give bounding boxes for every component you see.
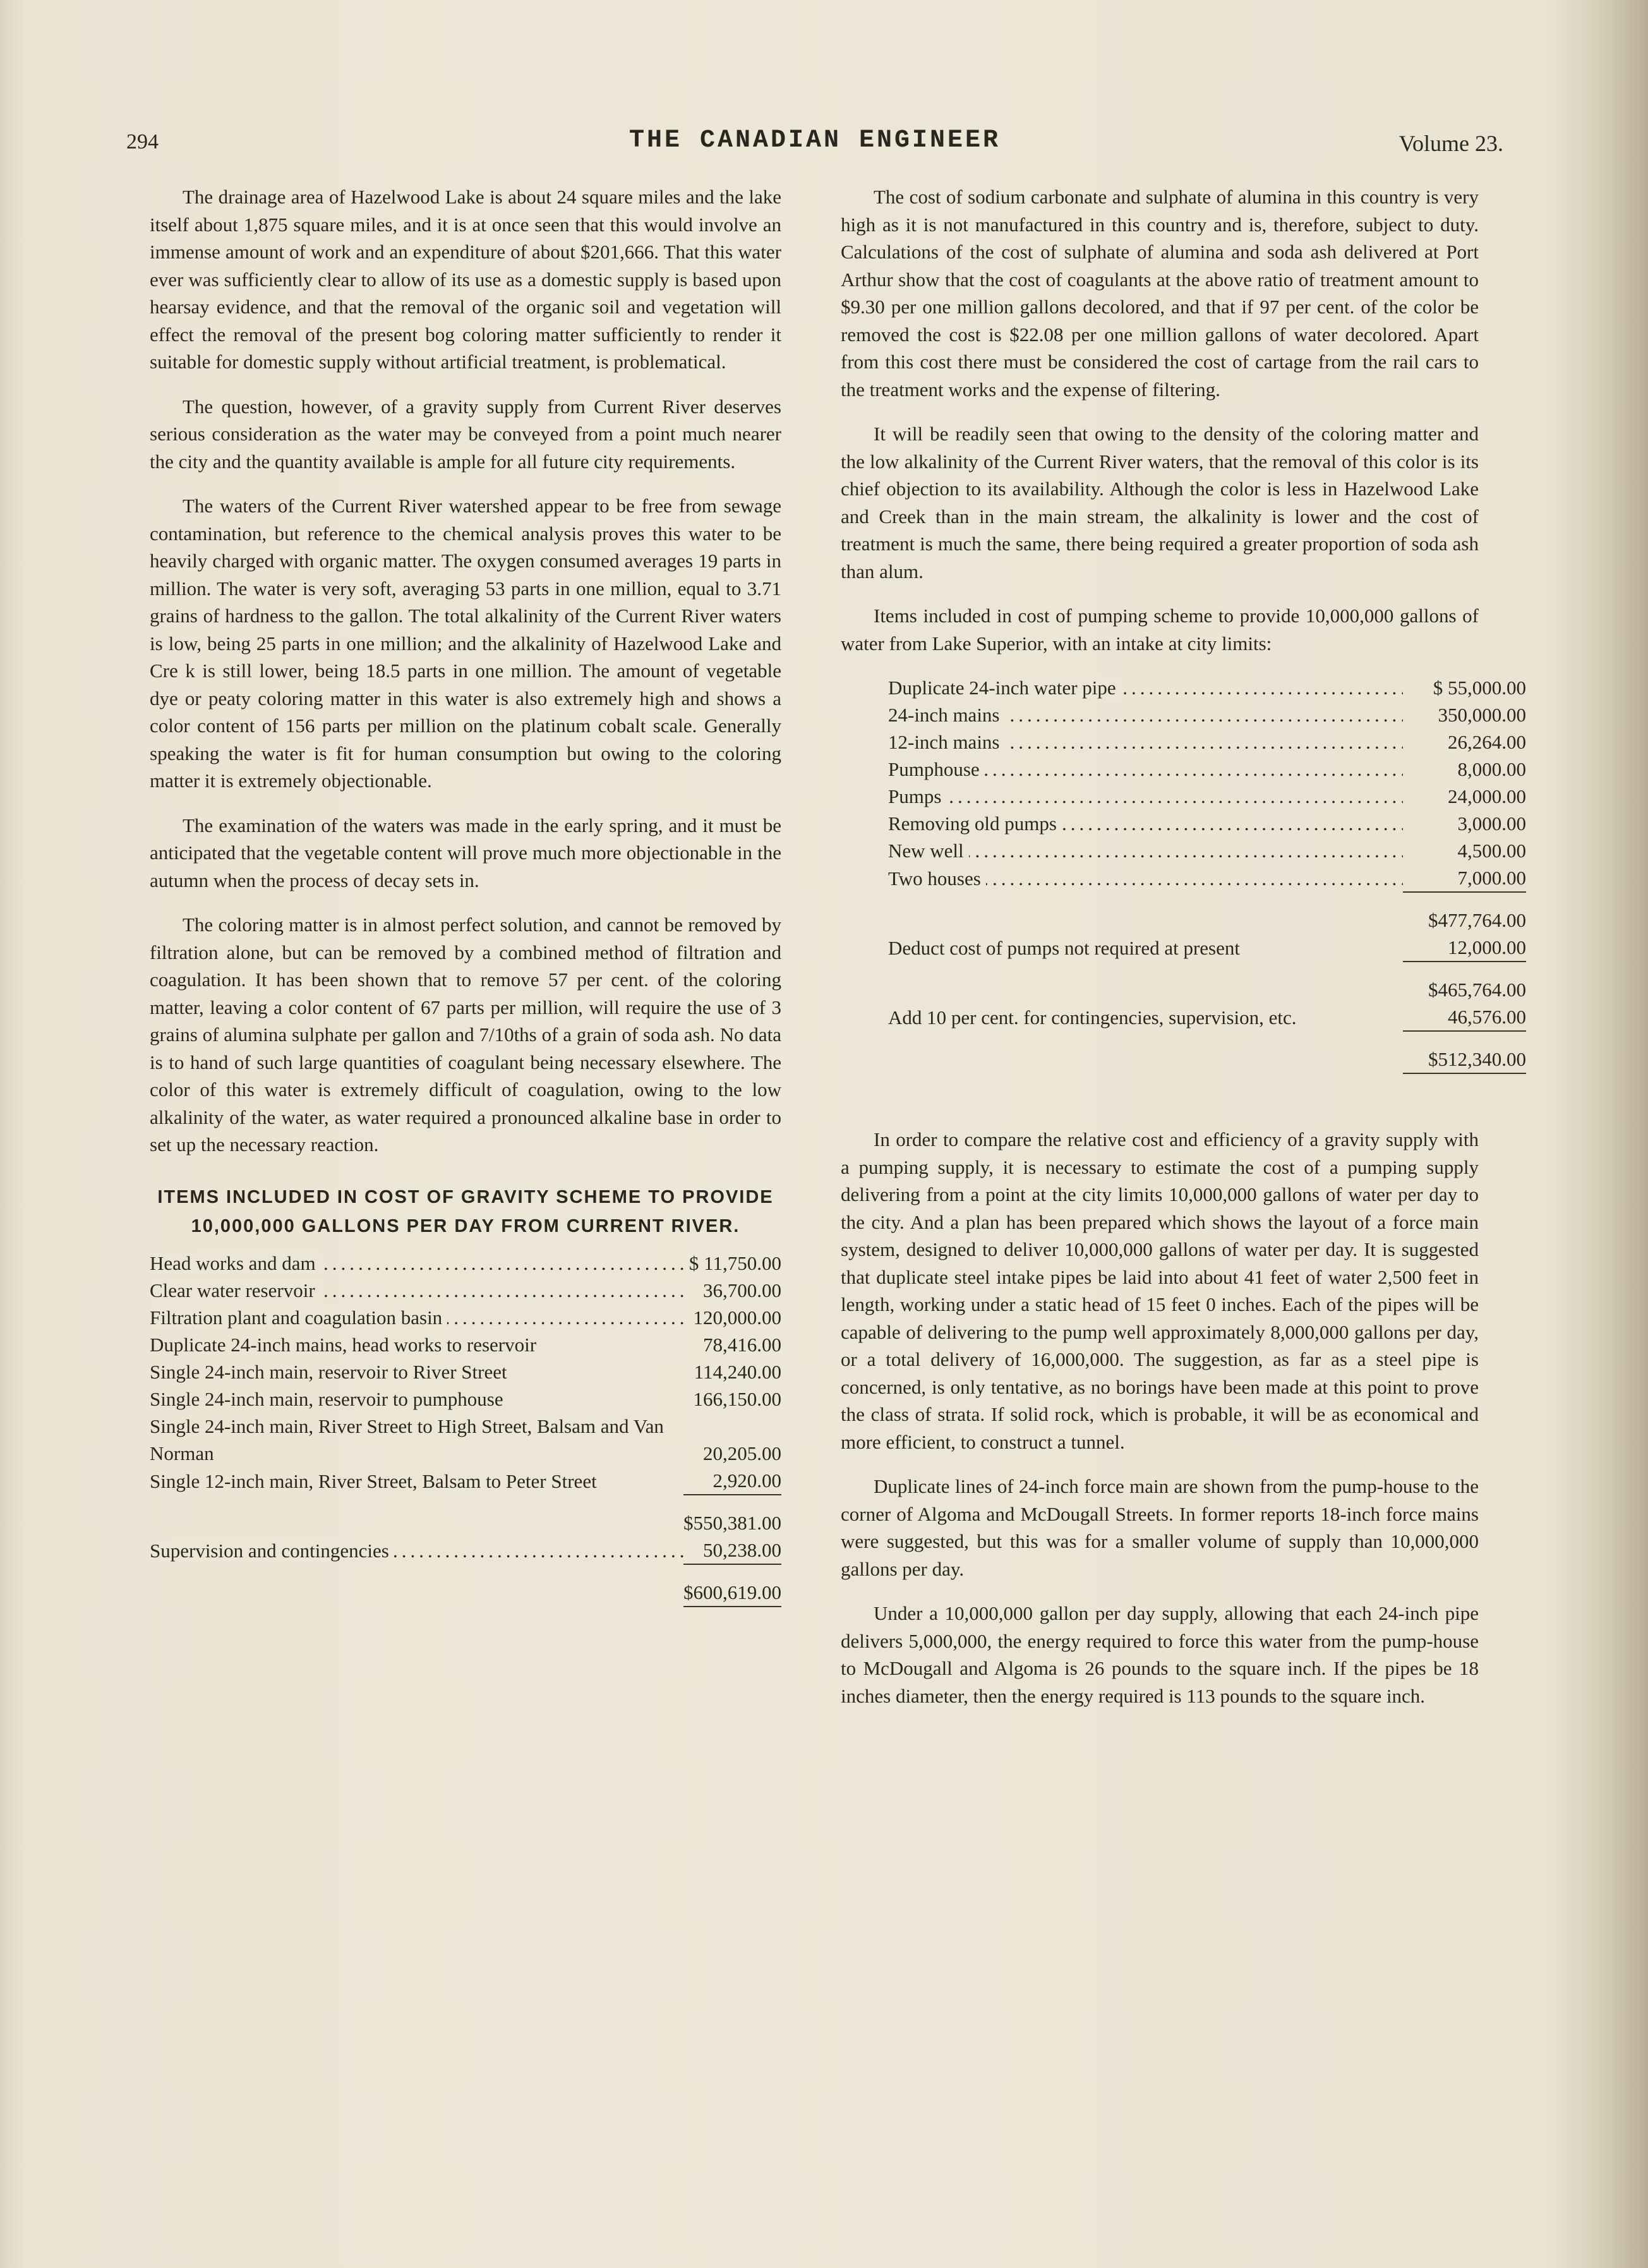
table-row <box>150 1385 781 1413</box>
total-row <box>888 1046 1526 1073</box>
gravity-scheme-heading: ITEMS INCLUDED IN COST OF GRAVITY SCHEME TO PROVIDE 10,000,000 GALLONS PER DAY FROM CURRENT RIVER. <box>157 1186 774 1236</box>
item-label: Clear water reservoir <box>150 1279 320 1301</box>
item-amount: $ 11,750.00 <box>689 1252 781 1274</box>
subtotal-row <box>888 976 1526 1003</box>
item-label: Deduct cost of pumps not required at present <box>888 937 1240 959</box>
item-label: Single 24-inch main, River Street to High Street, Balsam and Van Norman <box>150 1414 664 1464</box>
item-amount: 36,700.00 <box>703 1279 781 1301</box>
item-label: Single 24-inch main, reservoir to River Street <box>150 1360 507 1383</box>
page-header <box>126 126 1503 164</box>
table-row <box>150 1358 781 1385</box>
item-amount: 2,920.00 <box>713 1469 781 1492</box>
table-row <box>888 934 1526 962</box>
table-row <box>888 837 1526 864</box>
paragraph: Duplicate lines of 24-inch force main are shown from the pump-house to the corner of Algoma and McDougall Streets. In former reports 18-inch force mains were suggested, but this was for a smaller volume of supply than 10,000,000 gallons per day. <box>841 1475 1479 1580</box>
item-amount: 20,205.00 <box>703 1442 781 1464</box>
item-label: Single 12-inch main, River Street, Balsam to Peter Street <box>150 1469 597 1492</box>
after-deduct-subtotal: $465,764.00 <box>1428 979 1526 1001</box>
item-amount: 50,238.00 <box>703 1538 781 1561</box>
paragraph: The waters of the Current River watershed appear to be free from sewage contamination, but reference to the chemical analysis proves this water to be heavily charged with organic matter. The oxygen consumed averages 19 parts in million. The water is very soft, averaging 53 parts in one million, equal to 3.71 grains of hardness to the gallon. The total alkalinity of the Current River waters is low, being 25 parts in one million; and the alkalinity of Hazelwood Lake and Cre k is still lower, being 18.5 parts in one million. The amount of vegetable dye or peaty coloring matter in this water is also extremely high and shows a color content of 156 parts per million on the platinum cobalt scale. Generally speaking the water is fit for human consumption but owing to the coloring matter it is extremely objectionable. <box>150 495 781 792</box>
table-row <box>150 1277 781 1304</box>
table-row <box>150 1536 781 1564</box>
paragraph: The examination of the waters was made in the early spring, and it must be anticipated that the vegetable content will prove much more objectionable in the autumn when the process of decay sets in. <box>150 814 781 891</box>
table-row <box>150 1467 781 1495</box>
subtotal-row <box>150 1509 781 1536</box>
item-label: Two houses <box>888 867 986 890</box>
journal-title: THE CANADIAN ENGINEER <box>629 126 1001 155</box>
item-label: New well <box>888 840 969 862</box>
table-row <box>888 783 1526 810</box>
table-row <box>150 1250 781 1277</box>
paragraph: Items included in cost of pumping scheme to provide 10,000,000 gallons of water from Lake Superior, with an intake at city limits: <box>841 605 1479 654</box>
item-label: Head works and dam <box>150 1252 321 1274</box>
item-label: Supervision and contingencies <box>150 1540 394 1562</box>
gravity-subtotal: $550,381.00 <box>683 1511 781 1534</box>
subtotal-row <box>888 907 1526 934</box>
item-amount: 7,000.00 <box>1457 867 1526 889</box>
table-row <box>150 1304 781 1331</box>
item-amount: 166,150.00 <box>693 1387 781 1410</box>
item-label: 12-inch mains <box>888 731 1005 753</box>
table-row <box>150 1331 781 1358</box>
item-label: Pumps <box>888 785 946 807</box>
total-row <box>150 1579 781 1607</box>
left-column <box>150 183 781 1621</box>
item-amount: 24,000.00 <box>1448 785 1526 807</box>
item-label: Single 24-inch main, reservoir to pumphouse <box>150 1387 503 1410</box>
pumping-cost-table <box>888 674 1526 1088</box>
item-label: Removing old pumps <box>888 812 1062 835</box>
item-label: Duplicate 24-inch mains, head works to reservoir <box>150 1333 537 1356</box>
table-row <box>888 756 1526 783</box>
item-label: Add 10 per cent. for contingencies, supervision, etc. <box>888 1006 1297 1028</box>
item-amount: 26,264.00 <box>1448 731 1526 753</box>
volume-label: Volume 23. <box>1398 131 1503 156</box>
paragraph: The drainage area of Hazelwood Lake is about 24 square miles and the lake itself about 1,875 square miles, and it is at once seen that this would involve an immense amount of work and an expenditure of about $201,666. That this water ever was sufficiently clear to allow of its use as a domestic supply is based upon hearsay evidence, and that the removal of the organic soil and vegetation will effect the removal of the present bog coloring matter sufficiently to render it suitable for domestic supply without artificial treatment, is problematical. <box>150 186 781 373</box>
item-amount: $ 55,000.00 <box>1433 677 1526 699</box>
table-row <box>888 1003 1526 1031</box>
table-row <box>888 701 1526 728</box>
item-amount: 3,000.00 <box>1457 812 1526 835</box>
paragraph: Under a 10,000,000 gallon per day supply, allowing that each 24-inch pipe delivers 5,000,000, the energy required to force this water from the pump-house to McDougall and Algoma is 26 pounds to the square inch. If the pipes be 18 inches diameter, then the energy required is 113 pounds to the square inch. <box>841 1602 1479 1707</box>
page-number: 294 <box>126 130 159 154</box>
gravity-cost-table <box>150 1250 781 1621</box>
right-column <box>841 183 1526 1727</box>
item-label: Filtration plant and coagulation basin <box>150 1306 447 1329</box>
paragraph: It will be readily seen that owing to the density of the coloring matter and the low alkalinity of the Current River waters, that the removal of this color is its chief objection to its availability. Although the color is less in Hazelwood Lake and Creek than in the main stream, the alkalinity is lower and the cost of treatment is much the same, there being required a greater proportion of soda ash than alum. <box>841 423 1479 582</box>
paragraph: The cost of sodium carbonate and sulphate of alumina in this country is very high as it is not manufactured in this country and is, therefore, subject to duty. Calculations of the cost of sulphate of alumina and soda ash delivered at Port Arthur show that the cost of coagulants at the above ratio of treatment amount to $9.30 per one million gallons decolored, and that if 97 per cent. of the color be removed the cost is $22.08 per one million gallons of water decolored. Apart from this cost there must be considered the cost of cartage from the rail cars to the treatment works and the expense of filtering. <box>841 186 1479 401</box>
item-label: 24-inch mains <box>888 704 1005 726</box>
item-amount: 114,240.00 <box>694 1360 781 1383</box>
item-amount: 12,000.00 <box>1448 936 1526 958</box>
table-row <box>888 810 1526 837</box>
table-row <box>888 864 1526 892</box>
item-amount: 78,416.00 <box>703 1333 781 1356</box>
paragraph: The coloring matter is in almost perfect solution, and cannot be removed by filtration alone, but can be removed by a combined method of filtration and coagulation. It has been shown that to remove 57 per cent. of the coloring matter, leaving a color content of 67 parts per million, will require the use of 3 grains of alumina sulphate per gallon and 7/10ths of a grain of soda ash. No data is to hand of such large quantities of coagulant being necessary elsewhere. The color of this water is extremely difficult of coagulation, owing to the low alkalinity of the water, as water required a pronounced alkaline base in order to set up the necessary reaction. <box>150 914 781 1155</box>
item-amount: 120,000.00 <box>693 1306 781 1329</box>
table-row <box>150 1413 781 1467</box>
item-amount: 4,500.00 <box>1457 840 1526 862</box>
paragraph: The question, however, of a gravity supply from Current River deserves serious consideration as the water may be conveyed from a point much nearer the city and the quantity available is ample for all future city requirements. <box>150 395 781 473</box>
pumping-subtotal: $477,764.00 <box>1428 909 1526 931</box>
item-label: Duplicate 24-inch water pipe <box>888 677 1121 699</box>
item-amount: 350,000.00 <box>1438 704 1526 726</box>
item-amount: 8,000.00 <box>1457 758 1526 780</box>
paragraph: In order to compare the relative cost and efficiency of a gravity supply with a pumping supply, it is necessary to estimate the cost of a pumping supply delivering from a point at the city limits 10,000,000 gallons of water per day to the city. And a plan has been prepared which shows the layout of a force main system, designed to deliver 10,000,000 gallons of water per day. It is suggested that duplicate steel intake pipes be laid into about 41 feet of water 2,500 feet in length, working under a static head of 15 feet 0 inches. Each of the pipes will be capable of delivering to the pump well approximately 8,000,000 gallons per day, or a total delivery of 16,000,000. The suggestion, as far as a steel pipe is concerned, is only tentative, as no borings have been made at this point to prove the class of strata. If solid rock, which is probable, it will be as economical and more efficient, to construct a tunnel. <box>841 1128 1479 1453</box>
item-amount: 46,576.00 <box>1448 1006 1526 1028</box>
table-row <box>888 728 1526 756</box>
gravity-total: $600,619.00 <box>683 1581 781 1603</box>
table-row <box>888 674 1526 701</box>
pumping-total: $512,340.00 <box>1428 1048 1526 1070</box>
item-label: Pumphouse <box>888 758 985 780</box>
